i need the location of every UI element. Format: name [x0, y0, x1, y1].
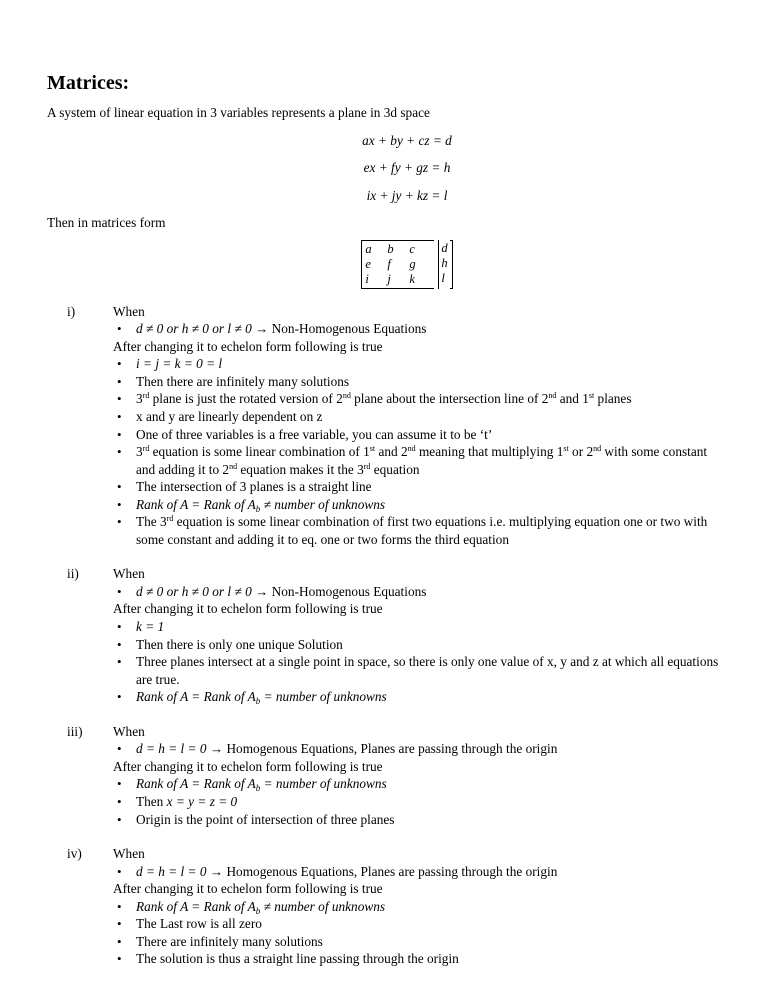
intro-text: A system of linear equation in 3 variables represents a plane in 3d space: [47, 105, 430, 120]
condition-item: [113, 320, 727, 338]
superscript: nd: [342, 391, 351, 401]
matrix-cell: i: [365, 271, 369, 286]
text: equation is some linear combination of 1: [149, 444, 370, 460]
condition-list: [113, 863, 727, 881]
case-content: [113, 303, 727, 549]
subscript: b: [255, 503, 261, 514]
text: planes: [594, 391, 632, 407]
text: → Non-Homogenous Equations: [255, 583, 427, 599]
text: equation makes it the 3: [237, 461, 364, 477]
condition-list: [113, 320, 727, 338]
condition-list: [113, 740, 727, 758]
math-text: = number of unknowns: [260, 776, 387, 792]
list-item: [113, 688, 727, 706]
case-label: ii): [67, 566, 79, 582]
list-item: [113, 408, 727, 426]
matrix-cell: k: [409, 271, 415, 286]
text: and 1: [556, 391, 589, 407]
case-section: [47, 723, 727, 828]
list-item: [113, 478, 727, 496]
superscript: st: [563, 444, 569, 454]
document-page: [47, 70, 727, 968]
list-item: [113, 496, 727, 514]
matrix-intro: Then in matrices form: [47, 215, 166, 231]
text: The 3: [136, 514, 167, 530]
list-item: [113, 618, 727, 636]
text: meaning that multiplying 1: [415, 444, 564, 460]
math-text: = number of unknowns: [260, 689, 387, 705]
math-text: x = y = z = 0: [166, 793, 238, 809]
text: plane about the intersection line of 2: [350, 391, 549, 407]
case-content: [113, 723, 727, 828]
text: equation is some linear combination of first two equations i.e. multiplying equation one or two with some constant and adding it to eq. one or two forms the third equation: [136, 514, 708, 547]
sections: [47, 303, 727, 968]
superscript: nd: [407, 444, 416, 454]
list-item: [113, 793, 727, 811]
matrix-cell: f: [387, 256, 391, 271]
text: → Non-Homogenous Equations: [255, 321, 427, 337]
case-label: iv): [67, 846, 82, 862]
case-label: i): [67, 303, 76, 319]
text: There are infinitely many solutions: [136, 933, 323, 949]
coefficient-matrix: [365, 242, 431, 287]
superscript: nd: [229, 461, 238, 471]
math-text: Rank of A = Rank of A: [136, 776, 256, 792]
subscript: b: [255, 696, 261, 707]
math-text: Rank of A = Rank of A: [136, 689, 256, 705]
text: with some constant and adding it to 2: [136, 444, 708, 477]
after-text: After changing it to echelon form following is true: [113, 881, 383, 897]
matrix-cell: j: [387, 271, 391, 286]
text: The solution is thus a straight line passing through the origin: [136, 951, 459, 967]
equation-1: ax + by + cz = d: [362, 132, 452, 148]
list-item: [113, 933, 727, 951]
superscript: rd: [142, 391, 150, 401]
case-section: [47, 303, 727, 549]
text: equation: [370, 461, 420, 477]
case-section: [47, 845, 727, 968]
subscript: b: [255, 905, 261, 916]
list-item: [113, 636, 727, 654]
list-item: [113, 811, 727, 829]
case-content: [113, 565, 727, 705]
case-section: [47, 565, 727, 705]
after-text: After changing it to echelon form following is true: [113, 601, 383, 617]
superscript: nd: [593, 444, 602, 454]
matrix-cell: b: [387, 241, 394, 256]
condition-item: [113, 583, 727, 601]
subscript: b: [255, 783, 261, 794]
when-text: When: [113, 303, 145, 319]
math-text: d ≠ 0 or h ≠ 0 or l ≠ 0: [136, 583, 256, 599]
matrix-constant: h: [441, 255, 448, 270]
when-text: When: [113, 723, 145, 739]
page-title: Matrices:: [47, 72, 130, 94]
result-list: [113, 775, 727, 828]
superscript: rd: [166, 514, 174, 524]
math-text: d = h = l = 0: [136, 741, 210, 757]
list-item: [113, 390, 727, 408]
condition-list: [113, 583, 727, 601]
text: or 2: [568, 444, 594, 460]
text: The intersection of 3 planes is a straight line: [136, 479, 372, 495]
superscript: st: [588, 391, 595, 401]
matrix-cell: c: [409, 241, 415, 256]
result-list: [113, 355, 727, 548]
superscript: rd: [142, 444, 150, 454]
math-text: Rank of A = Rank of A: [136, 898, 256, 914]
math-text: ≠ number of unknowns: [260, 898, 386, 914]
text: Then there is only one unique Solution: [136, 636, 343, 652]
after-text: After changing it to echelon form following is true: [113, 758, 383, 774]
condition-item: [113, 863, 727, 881]
list-item: [113, 373, 727, 391]
text: One of three variables is a free variable, you can assume it to be ‘t’: [136, 426, 493, 442]
case-content: [113, 845, 727, 968]
case-label: iii): [67, 723, 83, 739]
list-item: [113, 775, 727, 793]
constant-column: [438, 240, 449, 289]
superscript: nd: [548, 391, 557, 401]
list-item: [113, 426, 727, 444]
equation-2: ex + fy + gz = h: [363, 160, 451, 176]
text: Then there are infinitely many solutions: [136, 373, 350, 389]
equation-3: ix + jy + kz = l: [366, 187, 448, 203]
result-list: [113, 618, 727, 706]
list-item: [113, 513, 727, 548]
list-item: [113, 898, 727, 916]
matrix-constant: l: [441, 270, 445, 285]
math-text: d = h = l = 0: [136, 863, 210, 879]
text: 3: [136, 444, 143, 460]
matrix-constant: d: [441, 240, 448, 255]
math-text: d ≠ 0 or h ≠ 0 or l ≠ 0: [136, 321, 256, 337]
matrix-cell: g: [409, 256, 416, 271]
augmented-matrix: [47, 240, 727, 289]
math-text: ≠ number of unknowns: [260, 496, 386, 512]
math-text: Rank of A = Rank of A: [136, 496, 256, 512]
after-text: After changing it to echelon form following is true: [113, 338, 383, 354]
list-item: [113, 915, 727, 933]
text: Then: [136, 793, 167, 809]
text: and 2: [375, 444, 408, 460]
text: 3: [136, 391, 143, 407]
list-item: [113, 653, 727, 688]
superscript: st: [369, 444, 376, 454]
matrix-cell: a: [365, 241, 372, 256]
text: → Homogenous Equations, Planes are passing through the origin: [209, 741, 558, 757]
superscript: rd: [363, 461, 371, 471]
matrix-cell: e: [365, 256, 371, 271]
text: Origin is the point of intersection of three planes: [136, 811, 395, 827]
list-item: [113, 443, 727, 478]
text: The Last row is all zero: [136, 916, 262, 932]
math-text: k = 1: [136, 619, 165, 635]
text: plane is just the rotated version of 2: [149, 391, 343, 407]
list-item: [113, 355, 727, 373]
math-text: i = j = k = 0 = l: [136, 356, 223, 372]
text: → Homogenous Equations, Planes are passing through the origin: [209, 863, 558, 879]
when-text: When: [113, 566, 145, 582]
text: x and y are linearly dependent on z: [136, 409, 323, 425]
list-item: [113, 950, 727, 968]
text: Three planes intersect at a single point in space, so there is only one value of x, y and z at which all equations are true.: [136, 654, 719, 687]
result-list: [113, 898, 727, 968]
when-text: When: [113, 846, 145, 862]
condition-item: [113, 740, 727, 758]
